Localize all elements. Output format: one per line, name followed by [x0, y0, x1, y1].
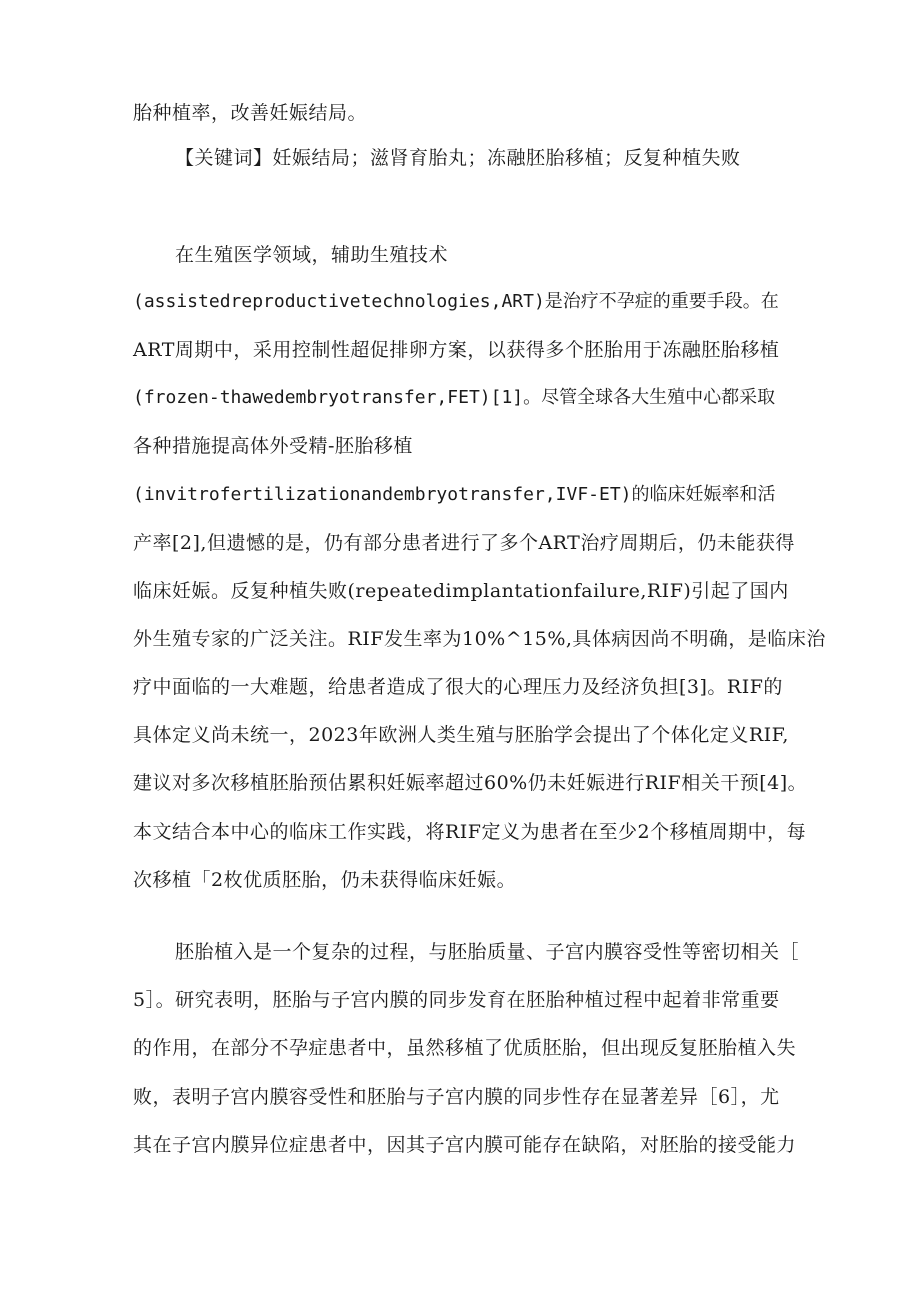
paragraph-1-line: 建议对多次移植胚胎预估累积妊娠率超过60%仍未妊娠进行RIF相关干预[4]。: [133, 772, 808, 794]
keywords-line: 【关键词】妊娠结局；滋肾育胎丸；冻融胚胎移植；反复种植失败: [175, 147, 741, 169]
paragraph-1-line: 各种措施提高体外受精-胚胎移植: [133, 435, 413, 457]
paragraph-1-line: 临床妊娠。反复种植失败(repeatedimplantationfailure,RIF)引起了国内: [133, 580, 789, 602]
paragraph-2-line: 胚胎植入是一个复杂的过程，与胚胎质量、子宫内膜容受性等密切相关［: [175, 941, 800, 963]
paragraph-1-line: 在生殖医学领域，辅助生殖技术: [175, 244, 449, 266]
paragraph-1-line: ART周期中，采用控制性超促排卵方案，以获得多个胚胎用于冻融胚胎移植: [133, 339, 780, 361]
paragraph-1-line: (frozen-thawedembryotransfer,FET)[1]。尽管全球各大生殖中心都采取: [133, 387, 776, 408]
paragraph-1-line: 本文结合本中心的临床工作实践，将RIF定义为患者在至少2个移植周期中，每: [133, 821, 807, 843]
paragraph-1-line: 具体定义尚未统一，2023年欧洲人类生殖与胚胎学会提出了个体化定义RIF,: [133, 724, 789, 746]
paragraph-2-line: 其在子宫内膜异位症患者中，因其子宫内膜可能存在缺陷，对胚胎的接受能力: [133, 1134, 797, 1156]
paragraph-2-line: 5］。研究表明，胚胎与子宫内膜的同步发育在胚胎种植过程中起着非常重要: [133, 989, 780, 1011]
paragraph-1-line: (assistedreproductivetechnologies,ART)是治疗不孕症的重要手段。在: [133, 291, 779, 312]
paragraph-2-line: 的作用，在部分不孕症患者中，虽然移植了优质胚胎，但出现反复胚胎植入失: [133, 1037, 797, 1059]
paragraph-2-line: 败，表明子宫内膜容受性和胚胎与子宫内膜的同步性存在显著差异［6］，尤: [133, 1086, 780, 1108]
abstract-tail: 胎种植率，改善妊娠结局。: [133, 102, 368, 124]
paragraph-1-line: 外生殖专家的广泛关注。RIF发生率为10%^15%,具体病因尚不明确，是临床治: [133, 628, 826, 650]
paragraph-1-line: 次移植「2枚优质胚胎，仍未获得临床妊娠。: [133, 869, 517, 891]
paragraph-1-line: 疗中面临的一大难题，给患者造成了很大的心理压力及经济负担[3]。RIF的: [133, 676, 783, 698]
paragraph-1-line: 产率[2],但遗憾的是，仍有部分患者进行了多个ART治疗周期后，仍未能获得: [133, 532, 795, 554]
paragraph-1-line: (invitrofertilizationandembryotransfer,IVF-ET)的临床妊娠率和活: [133, 484, 776, 505]
